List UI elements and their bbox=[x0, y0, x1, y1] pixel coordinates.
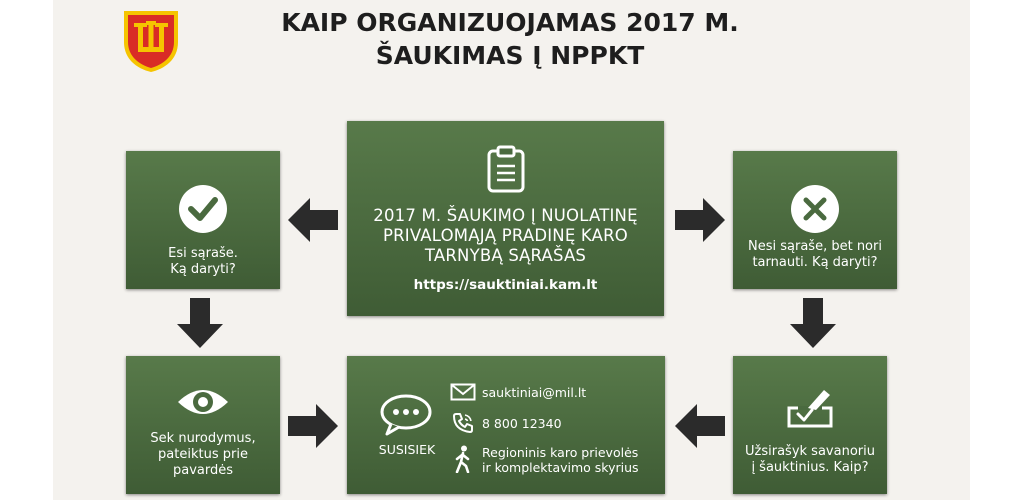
on-list-line-2: Ką daryti? bbox=[170, 262, 236, 277]
follow-line-1: Sek nurodymus, bbox=[150, 431, 256, 446]
arrow-left-icon bbox=[288, 198, 338, 242]
conscript-list-box[interactable] bbox=[347, 121, 664, 316]
phone-icon bbox=[451, 411, 475, 435]
follow-line-2: pateiktus prie bbox=[158, 447, 248, 462]
arrow-right-icon bbox=[675, 198, 725, 242]
follow-line-3: pavardės bbox=[172, 463, 234, 478]
volunteer-line-1: Užsirašyk savanoriu bbox=[745, 444, 875, 459]
title-line-1: KAIP ORGANIZUOJAMAS 2017 M. bbox=[281, 8, 739, 37]
contact-office-line-2: ir komplektavimo skyrius bbox=[482, 460, 639, 475]
on-list-box[interactable] bbox=[126, 151, 280, 289]
follow-instructions-box[interactable] bbox=[126, 356, 280, 494]
walking-person-icon bbox=[453, 445, 473, 473]
center-line-1: 2017 M. ŠAUKIMO Į NUOLATINĘ bbox=[373, 206, 638, 225]
volunteer-line-2: į šauktinius. Kaip? bbox=[751, 460, 869, 475]
on-list-line-1: Esi sąraše. bbox=[168, 246, 238, 261]
not-on-list-line-2: tarnauti. Ką daryti? bbox=[752, 255, 878, 270]
clipboard-icon bbox=[486, 145, 526, 193]
center-line-3: TARNYBĄ SĄRAŠAS bbox=[424, 246, 587, 265]
ballot-box-icon bbox=[786, 386, 834, 430]
contact-label: SUSISIEK bbox=[378, 442, 436, 457]
contact-email[interactable]: sauktiniai@mil.lt bbox=[482, 385, 587, 400]
arrow-right-to-contact-icon bbox=[288, 404, 338, 448]
x-circle-icon bbox=[790, 184, 840, 234]
envelope-icon bbox=[450, 383, 476, 401]
not-on-list-box[interactable] bbox=[733, 151, 897, 289]
conscript-list-link[interactable]: https://sauktiniai.kam.lt bbox=[413, 277, 598, 293]
contact-phone[interactable]: 8 800 12340 bbox=[482, 416, 562, 431]
eye-icon bbox=[176, 386, 230, 418]
not-on-list-line-1: Nesi sąraše, bet nori bbox=[748, 239, 882, 254]
arrow-down-left-icon bbox=[177, 298, 223, 348]
arrow-down-right-icon bbox=[790, 298, 836, 348]
center-line-2: PRIVALOMĄJĄ PRADINĘ KARO bbox=[382, 226, 628, 245]
military-emblem-icon bbox=[121, 8, 181, 74]
contact-box[interactable] bbox=[347, 356, 665, 494]
chat-bubble-icon bbox=[379, 393, 433, 437]
arrow-left-to-contact-icon bbox=[675, 404, 725, 448]
contact-office-line-1: Regioninis karo prievolės bbox=[482, 445, 639, 460]
title-line-2: ŠAUKIMAS Į NPPKT bbox=[375, 41, 645, 70]
page-title bbox=[250, 6, 770, 72]
volunteer-box[interactable] bbox=[733, 356, 887, 494]
check-circle-icon bbox=[178, 184, 228, 234]
